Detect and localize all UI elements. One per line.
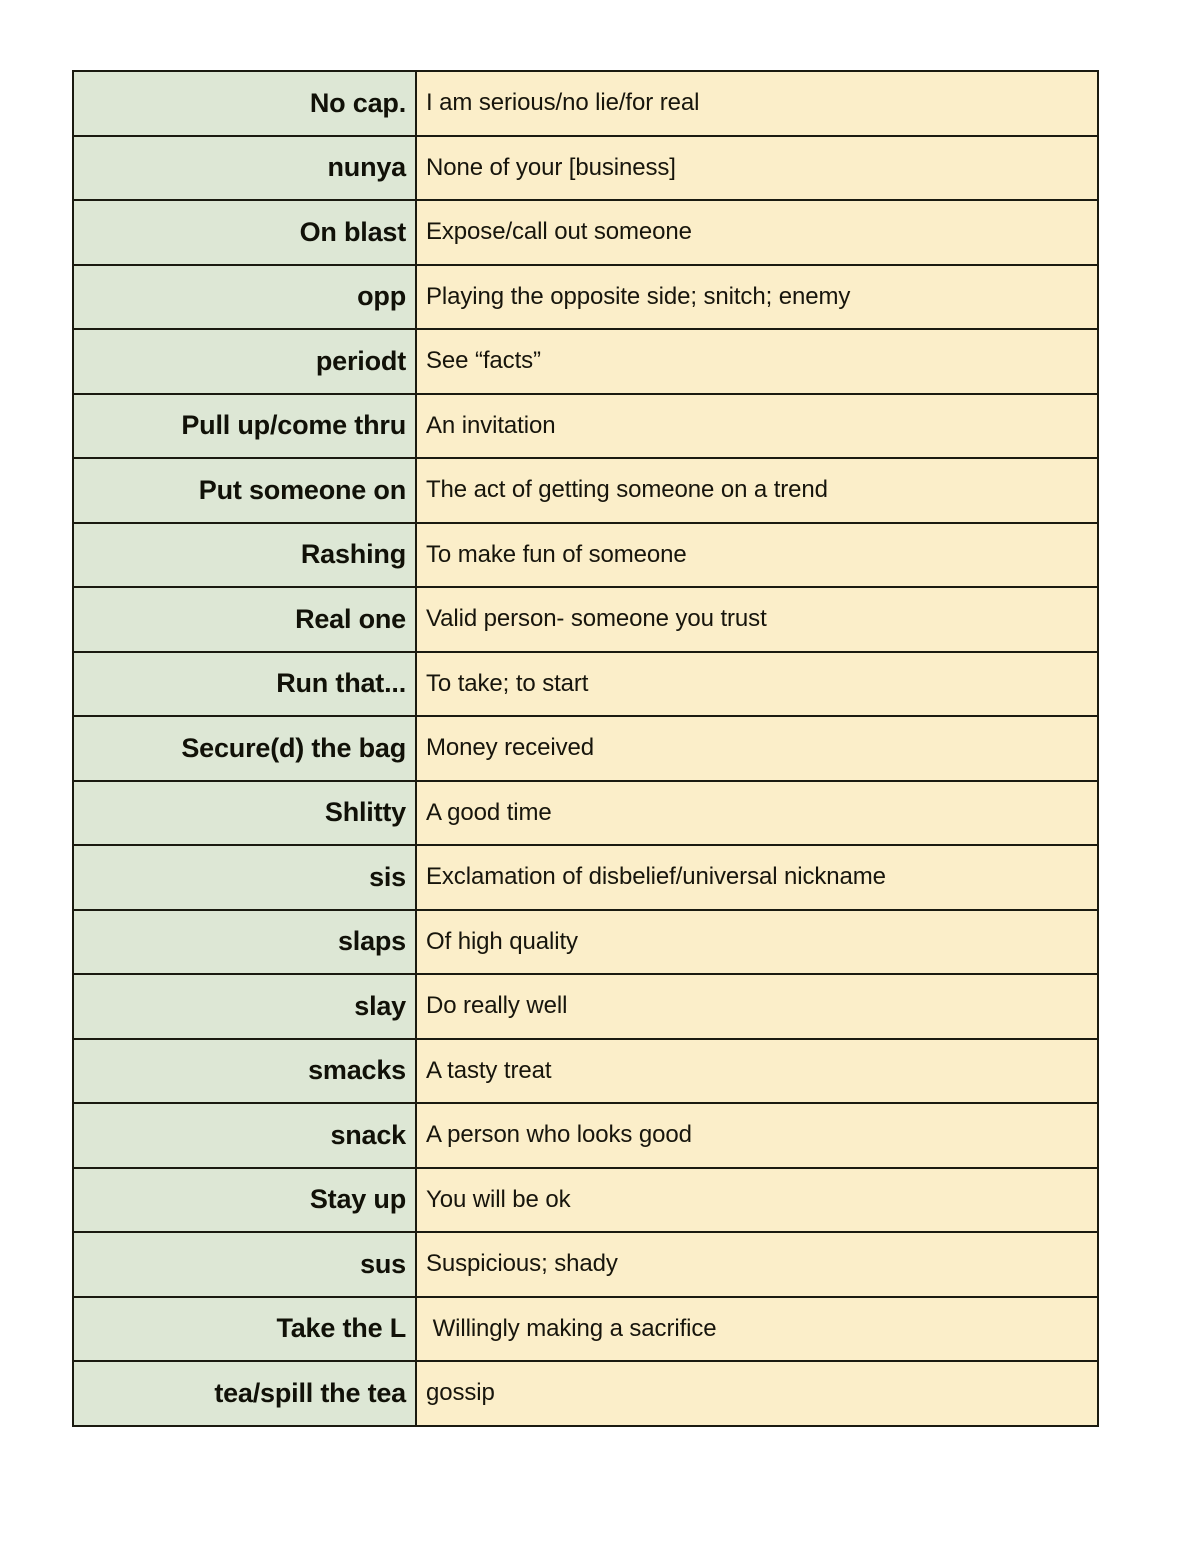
term-cell: Secure(d) the bag [73, 716, 416, 781]
definition-cell: Valid person- someone you trust [416, 587, 1098, 652]
table-row [73, 329, 1098, 394]
glossary-table-body [73, 71, 1098, 1426]
table-row [73, 523, 1098, 588]
table-row [73, 716, 1098, 781]
term-cell: Shlitty [73, 781, 416, 846]
term-cell: smacks [73, 1039, 416, 1104]
table-row [73, 845, 1098, 910]
term-cell: Run that... [73, 652, 416, 717]
term-cell: opp [73, 265, 416, 330]
definition-cell: Expose/call out someone [416, 200, 1098, 265]
definition-cell: Willingly making a sacrifice [416, 1297, 1098, 1362]
table-row [73, 1232, 1098, 1297]
definition-cell: Suspicious; shady [416, 1232, 1098, 1297]
term-cell: sis [73, 845, 416, 910]
definition-cell: Playing the opposite side; snitch; enemy [416, 265, 1098, 330]
table-row [73, 1103, 1098, 1168]
table-row [73, 587, 1098, 652]
table-row [73, 71, 1098, 136]
term-cell: Rashing [73, 523, 416, 588]
definition-cell: A person who looks good [416, 1103, 1098, 1168]
definition-cell: See “facts” [416, 329, 1098, 394]
definition-cell: I am serious/no lie/for real [416, 71, 1098, 136]
table-row [73, 1039, 1098, 1104]
slang-glossary-table [72, 70, 1099, 1427]
term-cell: Take the L [73, 1297, 416, 1362]
table-row [73, 652, 1098, 717]
table-row [73, 1168, 1098, 1233]
term-cell: slaps [73, 910, 416, 975]
term-cell: Stay up [73, 1168, 416, 1233]
definition-cell: To take; to start [416, 652, 1098, 717]
term-cell: No cap. [73, 71, 416, 136]
term-cell: periodt [73, 329, 416, 394]
definition-cell: Money received [416, 716, 1098, 781]
term-cell: snack [73, 1103, 416, 1168]
definition-cell: A tasty treat [416, 1039, 1098, 1104]
table-row [73, 394, 1098, 459]
term-cell: slay [73, 974, 416, 1039]
definition-cell: You will be ok [416, 1168, 1098, 1233]
term-cell: nunya [73, 136, 416, 201]
term-cell: tea/spill the tea [73, 1361, 416, 1426]
definition-cell: An invitation [416, 394, 1098, 459]
definition-cell: A good time [416, 781, 1098, 846]
table-row [73, 265, 1098, 330]
definition-cell: Do really well [416, 974, 1098, 1039]
definition-cell: None of your [business] [416, 136, 1098, 201]
definition-cell: To make fun of someone [416, 523, 1098, 588]
term-cell: Pull up/come thru [73, 394, 416, 459]
table-row [73, 910, 1098, 975]
table-row [73, 1361, 1098, 1426]
table-row [73, 136, 1098, 201]
term-cell: On blast [73, 200, 416, 265]
table-row [73, 781, 1098, 846]
table-row [73, 200, 1098, 265]
definition-cell: Exclamation of disbelief/universal nickname [416, 845, 1098, 910]
table-row [73, 1297, 1098, 1362]
table-row [73, 974, 1098, 1039]
term-cell: Put someone on [73, 458, 416, 523]
term-cell: Real one [73, 587, 416, 652]
definition-cell: Of high quality [416, 910, 1098, 975]
definition-cell: gossip [416, 1361, 1098, 1426]
table-row [73, 458, 1098, 523]
term-cell: sus [73, 1232, 416, 1297]
definition-cell: The act of getting someone on a trend [416, 458, 1098, 523]
